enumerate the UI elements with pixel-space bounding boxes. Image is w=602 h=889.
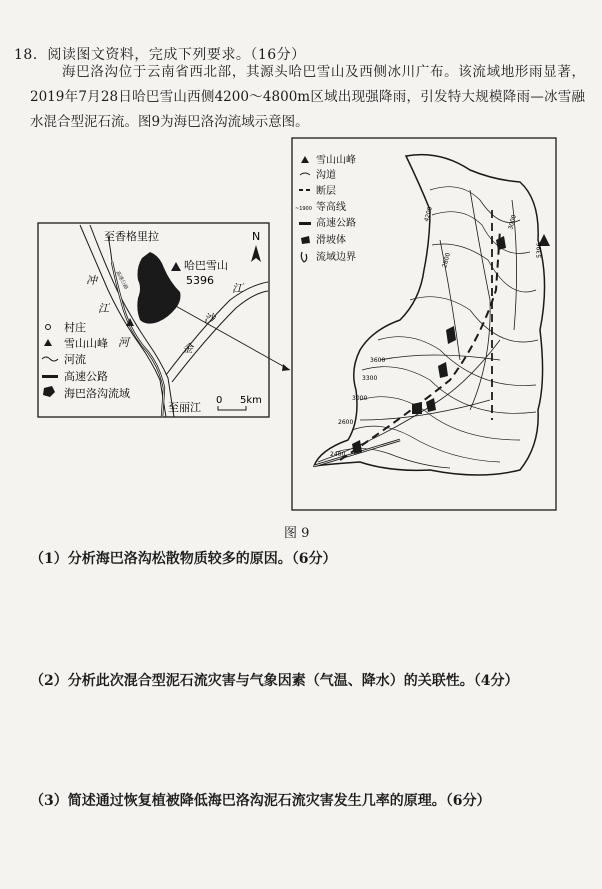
basin-legend-icon [43, 386, 55, 397]
legend-gully-icon [300, 173, 310, 175]
question-intro: 海巴洛沟位于云南省西北部，其源头哈巴雪山及西侧冰川广布。该流域地形雨显著，2019年7月28日哈巴雪山西侧4200～4800m区域出现强降雨，引发特大规模降雨—冰雪融水混合型泥石流。图9为海巴洛沟流域示意图。 [30, 64, 585, 130]
legend-boundary-icon [301, 252, 306, 262]
contour-3000: 3000 [352, 395, 368, 402]
figure-caption: 图 9 [284, 526, 310, 541]
right-legend-landslide: 滑坡体 [316, 235, 346, 246]
river-char-jin: 金 [182, 342, 193, 355]
legend-village: 村庄 [64, 321, 86, 334]
contour-4200: 4200 [423, 205, 434, 223]
river-char-he: 河 [118, 336, 129, 349]
mountain-elev: 5396 [186, 274, 214, 287]
basin-boundary [314, 155, 545, 475]
contour-3000b: 3000 [507, 213, 518, 231]
road-label: 高速公路 [114, 270, 129, 291]
river-char-sha: 沙 [204, 312, 215, 325]
right-legend-fault: 断层 [316, 186, 336, 197]
scale-zero: 0 [216, 395, 223, 406]
right-legend-contour-prefix: ~1900 [295, 206, 312, 212]
village-icon [46, 325, 51, 330]
contour-3300: 3300 [362, 375, 378, 382]
contour-2400: 2400 [330, 451, 346, 458]
right-peak-elev: 5396 [536, 242, 543, 258]
sub-question-1: （1）分析海巴洛沟松散物质较多的原因。（6分） [30, 551, 337, 567]
legend-highway-icon [299, 222, 311, 225]
river-char-jiang1: 江 [98, 302, 109, 315]
legend-river: 河流 [64, 353, 86, 366]
question-header: 18．阅读图文资料，完成下列要求。（16分） [14, 47, 306, 63]
left-peak-icon [171, 262, 181, 271]
north-arrow-icon [251, 245, 261, 262]
bottom-label: 至丽江 [168, 401, 201, 414]
river-char-jiang2: 江 [232, 282, 243, 295]
contour-3600: 3600 [370, 357, 386, 364]
scale-five: 5km [240, 395, 262, 406]
right-legend-boundary: 流域边界 [316, 252, 356, 263]
highway-legend-icon [42, 375, 58, 378]
sub-question-2: （2）分析此次混合型泥石流灾害与气象因素（气温、降水）的关联性。（4分） [30, 673, 519, 689]
mountain-name: 哈巴雪山 [184, 259, 228, 272]
legend-peak-icon [301, 156, 309, 163]
legend-highway: 高速公路 [64, 370, 108, 383]
contour-2800: 2800 [441, 251, 452, 269]
river-char-chong: 冲 [86, 274, 97, 287]
legend-peak: 雪山山峰 [64, 337, 108, 350]
contour-2600: 2600 [338, 419, 354, 426]
legend-basin: 海巴洛沟流域 [64, 387, 130, 400]
left-map-top-label: 至香格里拉 [104, 230, 159, 243]
right-legend-contour: 等高线 [316, 202, 346, 213]
legend-landslide-icon [301, 236, 310, 244]
north-label: N [252, 230, 261, 243]
sub-question-3: （3）简述通过恢复植被降低海巴洛沟泥石流灾害发生几率的原理。（6分） [30, 793, 491, 809]
scale-bar [218, 406, 246, 410]
right-legend-peak: 雪山山峰 [316, 155, 356, 166]
basin-shape [137, 252, 180, 324]
river-legend-icon [42, 357, 58, 361]
right-legend-highway: 高速公路 [316, 218, 356, 229]
peak-legend-icon [44, 339, 52, 346]
right-legend-gully: 沟道 [316, 170, 336, 181]
